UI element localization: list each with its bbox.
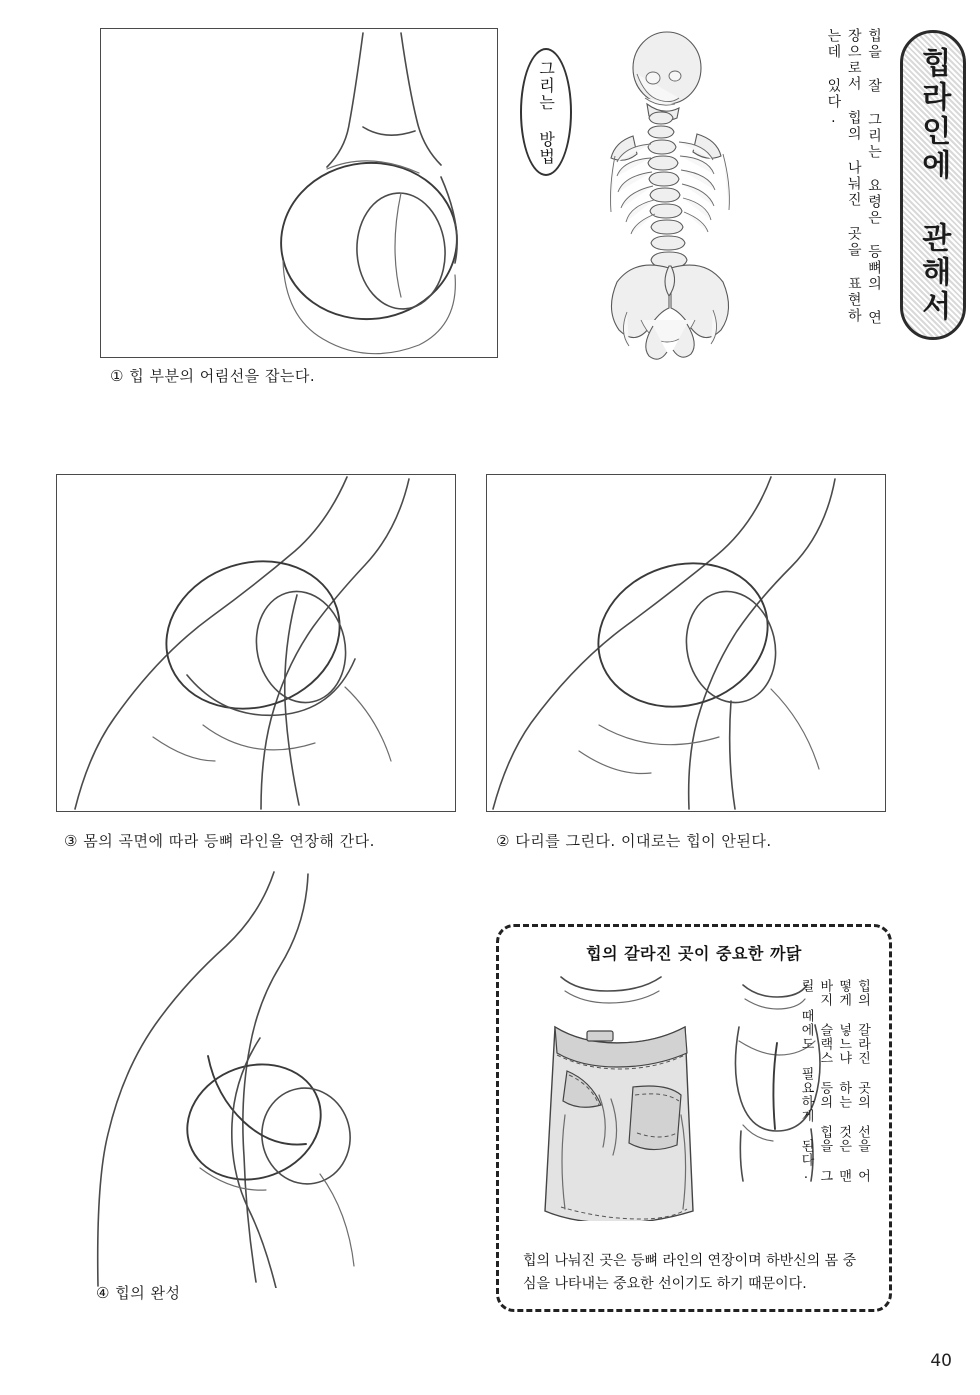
- skeleton-illustration: [575, 20, 765, 370]
- step-3-caption: ③ 몸의 곡면에 따라 등뼈 라인을 연장해 간다.: [64, 832, 375, 850]
- tip-vertical-text: 힙의 갈라진 곳의 선을 어떻게 넣느냐 하는 것은 맨바지 슬랙스 등의 힙을 그릴 때에도 필요하게 된다.: [798, 979, 870, 1183]
- method-label-oval: [520, 48, 572, 176]
- method-label-text: 그리는 방법: [536, 59, 556, 165]
- tip-box: [496, 924, 892, 1312]
- step-1-figure: [100, 28, 498, 358]
- step-2-caption: ② 다리를 그린다. 이대로는 힙이 안된다.: [496, 832, 772, 850]
- page-title-badge: [900, 30, 966, 340]
- step-1-caption: ① 힙 부분의 어림선을 잡는다.: [110, 367, 316, 385]
- step-2-figure: [486, 474, 886, 812]
- tip-body-text: 힙의 나눠진 곳은 등뼈 라인의 연장이며 하반신의 몸 중심을 나타내는 중요한 선이기도 하기 때문이다.: [523, 1253, 857, 1292]
- intro-text-block: [823, 28, 884, 328]
- step-4-figure: [84, 868, 454, 1288]
- page-title-text: 힙라인에 관해서: [915, 46, 951, 324]
- jeans-hip-illustration: [521, 975, 721, 1221]
- step-4-caption: ④ 힙의 완성: [96, 1284, 181, 1302]
- intro-vertical-text: 힙을 잘 그리는 요령은 등뼈의 연장으로서 힙의 나눠진 곳을 표현하는데 있다.: [825, 28, 882, 326]
- tip-title: 힙의 갈라진 곳이 중요한 까닭: [586, 944, 802, 963]
- step-3-figure: [56, 474, 456, 812]
- page-number: 40: [930, 1351, 952, 1371]
